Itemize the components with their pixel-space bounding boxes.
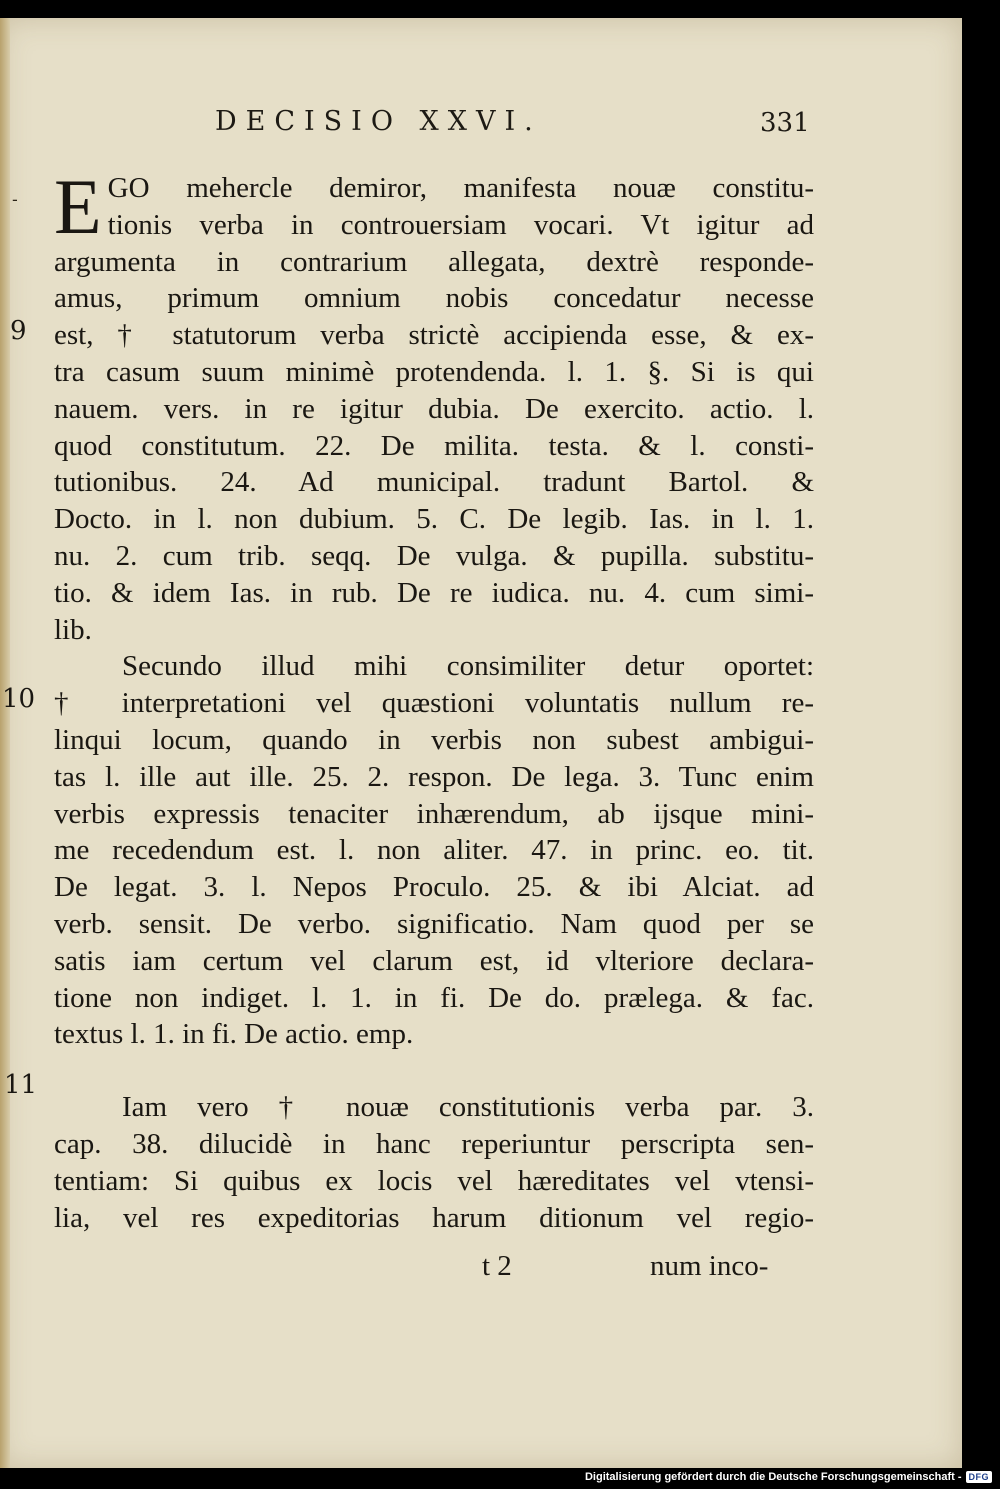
body-text xyxy=(54,163,814,1236)
text-line: linqui locum, quando in verbis non subest ambigui- xyxy=(54,723,814,756)
drop-cap-initial: E xyxy=(54,163,102,250)
text-line: tionis verba in controuersiam vocari. Vt igitur ad xyxy=(107,208,814,241)
text-line: textus l. 1. in fi. De actio. emp. xyxy=(54,1018,414,1051)
paragraph-gap xyxy=(54,1053,814,1089)
text-line: nauem. vers. in re igitur dubia. De exercito. actio. l. xyxy=(54,392,814,425)
text-line: lia, vel res expeditorias harum ditionum vel regio- xyxy=(54,1201,814,1234)
text-line: amus, primum omnium nobis concedatur necesse xyxy=(54,282,814,315)
text-line: verb. sensit. De verbo. significatio. Nam quod per se xyxy=(54,907,814,940)
margin-tick-mark: - xyxy=(12,190,18,209)
text-line: lib. xyxy=(54,613,92,646)
text-line: quod constitutum. 22. De milita. testa. & l. consti- xyxy=(54,429,814,462)
paragraph-1 xyxy=(54,163,814,648)
text-line: verbis expressis tenaciter inhærendum, ab ijsque mini- xyxy=(54,797,814,830)
text-line: GO mehercle demiror, manifesta nouæ constitu- xyxy=(107,172,814,204)
text-line: tas l. ille aut ille. 25. 2. respon. De lega. 3. Tunc enim xyxy=(54,760,814,793)
text-line: satis iam certum vel clarum est, id vlteriore declara- xyxy=(54,944,814,977)
catchword: num inco- xyxy=(650,1250,769,1282)
text-line: me recedendum est. l. non aliter. 47. in princ. eo. tit. xyxy=(54,834,814,867)
text-line: tione non indiget. l. 1. in fi. De do. prælega. & fac. xyxy=(54,981,814,1014)
text-line: nu. 2. cum trib. seqq. De vulga. & pupilla. substitu- xyxy=(54,539,814,572)
text-line: tra casum suum minimè protendenda. l. 1. §. Si is qui xyxy=(54,355,814,388)
dfg-logo-icon: DFG xyxy=(966,1471,993,1483)
page-spine-edge xyxy=(0,18,10,1468)
paragraph-3 xyxy=(54,1089,814,1236)
digitization-credit xyxy=(585,1471,992,1483)
margin-note-11: 11 xyxy=(4,1070,38,1100)
text-line: argumenta in contrarium allegata, dextrè responde- xyxy=(54,245,814,278)
signature-mark: t 2 xyxy=(482,1250,512,1282)
text-line: tutionibus. 24. Ad municipal. tradunt Bartol. & xyxy=(54,466,814,499)
text-line: cap. 38. dilucidè in hanc reperiuntur perscripta sen- xyxy=(54,1127,814,1160)
text-line: tio. & idem Ias. in rub. De re iudica. nu. 4. cum simi- xyxy=(54,576,814,609)
margin-note-10: 10 xyxy=(2,684,36,714)
text-line: † interpretationi vel quæstioni voluntatis nullum re- xyxy=(54,687,814,720)
page-number: 331 xyxy=(760,108,810,138)
text-line: Docto. in l. non dubium. 5. C. De legib. Ias. in l. 1. xyxy=(54,503,814,536)
text-line: est, † statutorum verba strictè accipienda esse, & ex- xyxy=(54,319,814,352)
credit-text: Digitalisierung gefördert durch die Deutsche Forschungsgemeinschaft - xyxy=(584,1471,962,1483)
text-line: De legat. 3. l. Nepos Proculo. 25. & ibi Alciat. ad xyxy=(54,871,814,904)
margin-note-9: 9 xyxy=(10,316,27,346)
paragraph-2 xyxy=(54,648,814,1053)
text-line: Iam vero † nouæ constitutionis verba par. 3. xyxy=(122,1091,814,1124)
running-head: DECISIO XXVI. xyxy=(215,106,542,137)
book-page xyxy=(0,18,962,1468)
text-line: Secundo illud mihi consimiliter detur oportet: xyxy=(122,650,814,683)
text-line: tentiam: Si quibus ex locis vel hæreditates vel vtensi- xyxy=(54,1164,814,1197)
